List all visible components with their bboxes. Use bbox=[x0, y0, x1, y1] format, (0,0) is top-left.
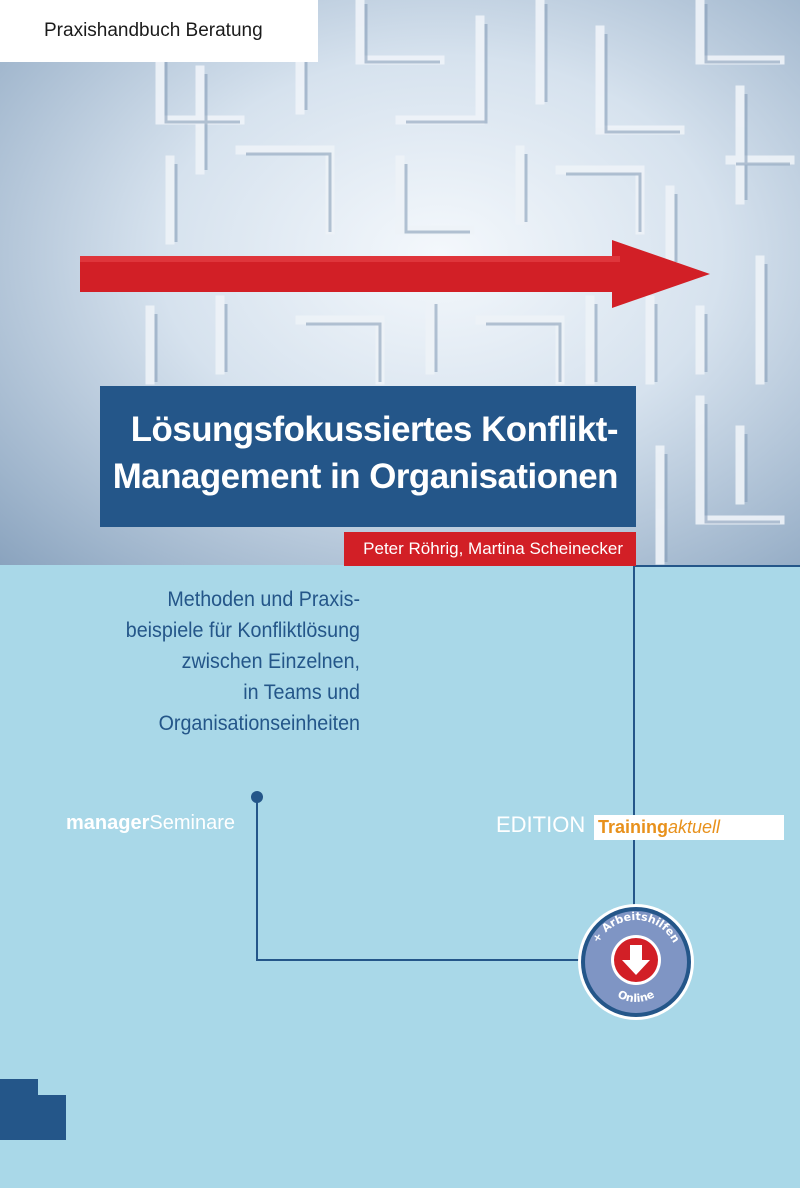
arbeitshilfen-badge bbox=[576, 902, 696, 1022]
subtitle-line-4: in Teams und bbox=[243, 681, 360, 704]
badge-bottom-text: Online bbox=[615, 987, 657, 1006]
publisher-bold: manager bbox=[66, 812, 150, 834]
authors: Peter Röhrig, Martina Scheinecker bbox=[344, 532, 636, 566]
training-bold: Training bbox=[598, 817, 669, 837]
title-line-1: Lösungsfokussiertes Konflikt- bbox=[130, 410, 618, 449]
edition-label: EDITION bbox=[496, 812, 586, 837]
series-label: Praxishandbuch Beratung bbox=[0, 0, 318, 62]
subtitle-line-2: beispiele für Konfliktlösung bbox=[125, 619, 360, 642]
edition-training-logo bbox=[594, 815, 784, 840]
download-arrow-icon bbox=[611, 935, 661, 985]
title-line-2: Management in Organisationen bbox=[112, 457, 618, 496]
subtitle-line-3: zwischen Einzelnen, bbox=[181, 650, 360, 673]
publisher-regular: Seminare bbox=[149, 812, 235, 834]
subtitle-line-5: Organisationseinheiten bbox=[158, 712, 360, 735]
training-italic: aktuell bbox=[668, 817, 721, 837]
badge-top-text: + Arbeitshilfen bbox=[589, 909, 683, 945]
publisher-logo bbox=[66, 812, 235, 835]
subtitle-line-1: Methoden und Praxis- bbox=[167, 588, 360, 611]
